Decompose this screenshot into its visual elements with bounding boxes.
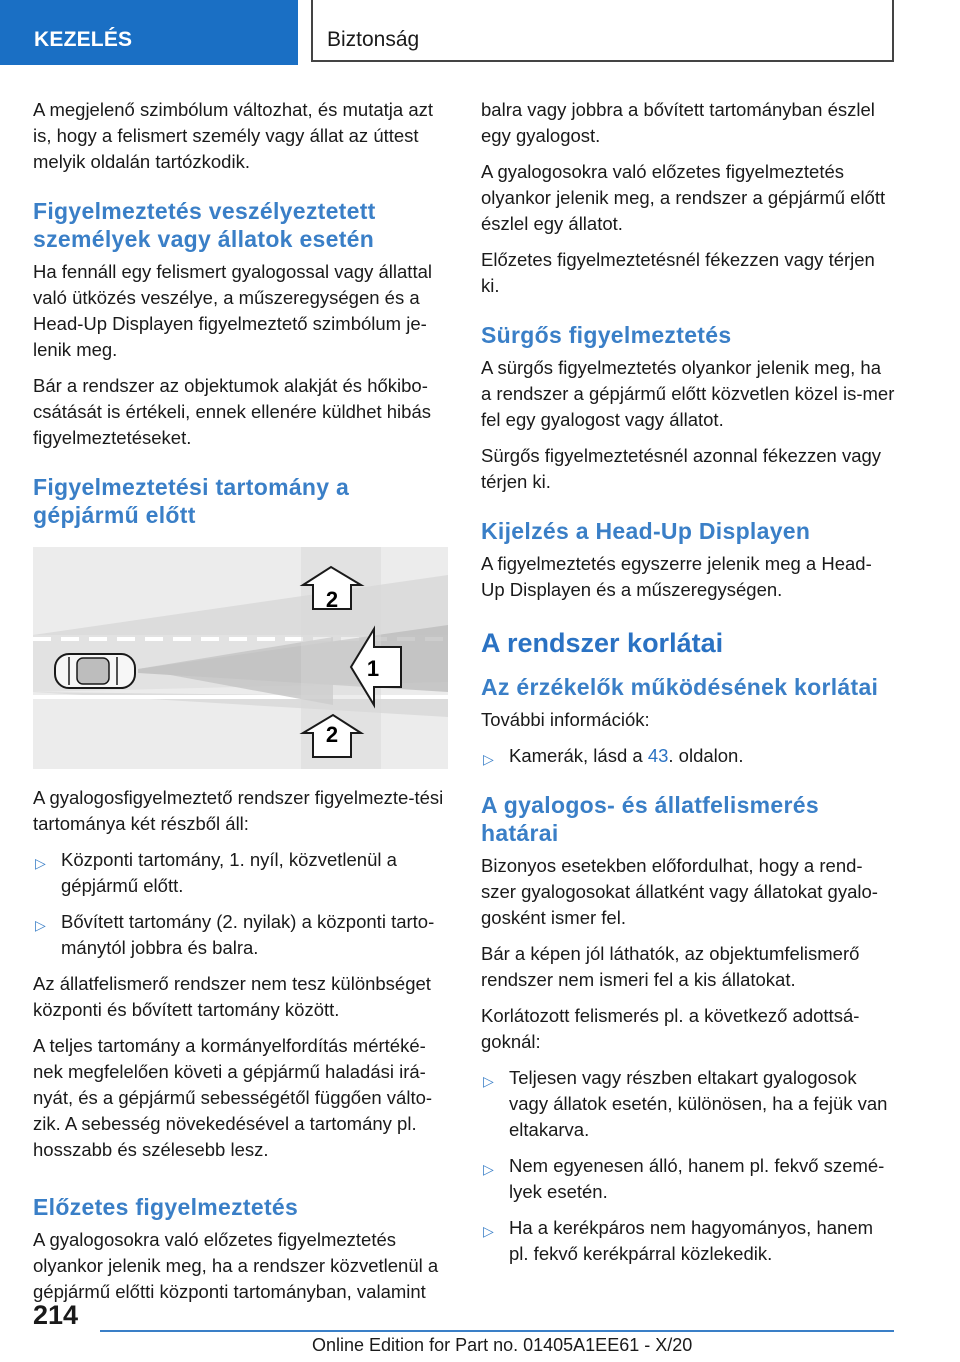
detect-paragraph-1: Bizonyos esetekben előfordulhat, hogy a rend-szer gyalogosokat állatként vagy állatokat gyalo-gosként ismer fel. xyxy=(481,855,878,928)
camera-list xyxy=(481,743,895,769)
label-center: 1 xyxy=(366,656,380,681)
range-paragraph: A gyalogosfigyelmeztető rendszer figyelmezte-tési tartománya két részből áll: xyxy=(33,787,444,834)
list-item: ▷ Nem egyenesen álló, hanem pl. fekvő szemé-lyek esetén. xyxy=(483,1155,885,1202)
heading-detect: A gyalogos- és állatfelismerés határai xyxy=(481,792,819,846)
detect-list xyxy=(481,1065,895,1267)
heading-range: Figyelmeztetési tartomány a gépjármű előtt xyxy=(33,474,350,528)
list-item: ▷ Teljesen vagy részben eltakart gyalogosok vagy állatok esetén, különösen, ha a fejük van eltakarva. xyxy=(483,1067,888,1140)
triangle-bullet-icon: ▷ xyxy=(35,855,46,871)
right-column xyxy=(481,97,895,1277)
heading-warning: Figyelmeztetés veszélyeztetett személyek vagy állatok esetén xyxy=(33,198,376,252)
label-top: 2 xyxy=(325,587,339,612)
subsection-title: Biztonság xyxy=(327,28,420,51)
page-link[interactable]: 43 xyxy=(647,745,669,766)
triangle-bullet-icon: ▷ xyxy=(483,1223,494,1239)
triangle-bullet-icon: ▷ xyxy=(483,1161,494,1177)
warning-paragraph-2: Bár a rendszer az objektumok alakját és hőkibo-csátását is értékeli, ennek ellenére küldhet hibás figyelmeztetéseket. xyxy=(33,375,431,448)
range-diagram-svg xyxy=(33,547,448,769)
detect-paragraph-2: Bár a képen jól láthatók, az objektumfelismerő rendszer nem ismeri fel a kis állatokat. xyxy=(481,943,860,990)
urgent-paragraph-2: Sürgős figyelmeztetésnél azonnal fékezzen vagy térjen ki. xyxy=(481,445,882,492)
triangle-bullet-icon: ▷ xyxy=(483,1073,494,1089)
label-bottom: 2 xyxy=(325,722,339,747)
footer-edition: Online Edition for Part no. 01405A1EE61 - X/20 xyxy=(312,1335,693,1355)
heading-hud: Kijelzés a Head-Up Displayen xyxy=(481,518,811,544)
left-column xyxy=(33,97,451,1315)
list-item: ▷ Kamerák, lásd a 43. oldalon. xyxy=(481,743,895,769)
pre-action-paragraph: Előzetes figyelmeztetésnél fékezzen vagy térjen ki. xyxy=(481,249,875,296)
car-icon xyxy=(55,654,135,688)
warning-paragraph-1: Ha fennáll egy felismert gyalogossal vagy állattal való ütközés veszélye, a műszeregységen és a Head-Up Displayen figyelmeztető szimbólum je-lenik meg. xyxy=(33,261,432,360)
animal-paragraph: Az állatfelismerő rendszer nem tesz különbséget központi és bővített tartomány között. xyxy=(33,973,431,1020)
pre-warning-paragraph: A gyalogosokra való előzetes figyelmeztetés olyankor jelenik meg, ha a rendszer közvetlenül a gépjármű előtti központi tartományban, valamint xyxy=(33,1229,439,1302)
range-list xyxy=(33,847,451,961)
heading-urgent: Sürgős figyelmeztetés xyxy=(481,322,732,348)
heading-pre-warning: Előzetes figyelmeztetés xyxy=(33,1194,299,1220)
page-number: 214 xyxy=(33,1300,79,1330)
heading-sensor: Az érzékelők működésének korlátai xyxy=(481,674,879,700)
more-info-paragraph: További információk: xyxy=(481,709,650,730)
range-diagram xyxy=(33,547,448,769)
list-item: ▷ Bővített tartomány (2. nyilak) a központi tarto-mánytól jobbra és balra. xyxy=(35,911,435,958)
subsection-tab xyxy=(311,0,894,62)
list-item: ▷ Központi tartomány, 1. nyíl, közvetlenül a gépjármű előtt. xyxy=(35,849,397,896)
hud-paragraph: A figyelmeztetés egyszerre jelenik meg a Head-Up Displayen és a műszeregységen. xyxy=(481,553,872,600)
total-paragraph: A teljes tartomány a kormányelfordítás mértéké-nek megfelelően követi a gépjármű haladási irá-nyát, és a gépjármű sebességétől függően válto-zik. A sebesség növekedésével a tartomány pl. hosszabb és szélesebb lesz. xyxy=(33,1035,433,1160)
heading-limits: A rendszer korlátai xyxy=(481,628,724,658)
intro-paragraph: A megjelenő szimbólum változhat, és mutatja azt is, hogy a felismert személy vagy állat az úttest melyik oldalán tartózkodik. xyxy=(33,99,433,172)
triangle-bullet-icon: ▷ xyxy=(35,917,46,933)
triangle-bullet-icon: ▷ xyxy=(483,751,494,767)
continued-paragraph: balra vagy jobbra a bővített tartományban észlel egy gyalogost. xyxy=(481,99,875,146)
footer-divider xyxy=(100,1330,894,1332)
section-title: KEZELÉS xyxy=(34,28,133,51)
urgent-paragraph-1: A sürgős figyelmeztetés olyankor jelenik meg, ha a rendszer a gépjármű előtt közvetlen közel is-mer fel egy gyalogost vagy állatot. xyxy=(481,357,895,430)
section-tab xyxy=(0,0,298,65)
pre-animal-paragraph: A gyalogosokra való előzetes figyelmeztetés olyankor jelenik meg, a rendszer a gépjármű előtt észlel egy állatot. xyxy=(481,161,886,234)
detect-paragraph-3: Korlátozott felismerés pl. a következő adottsá-goknál: xyxy=(481,1005,860,1052)
list-item: ▷ Ha a kerékpáros nem hagyományos, hanem pl. fekvő kerékpárral közlekedik. xyxy=(483,1217,874,1264)
